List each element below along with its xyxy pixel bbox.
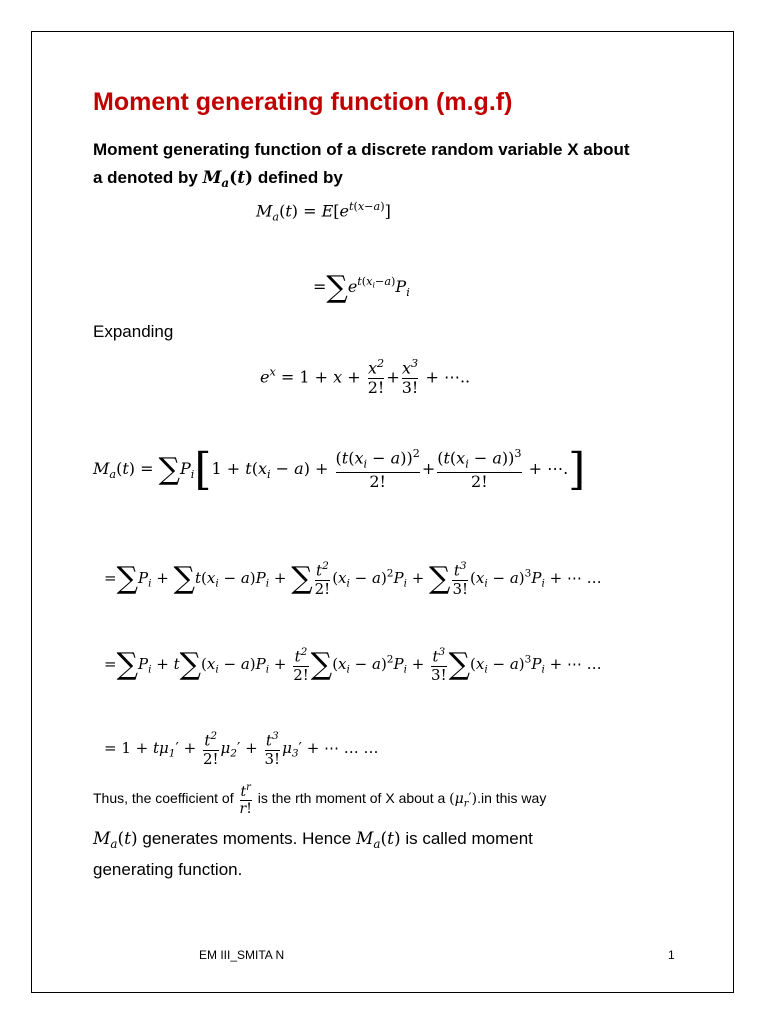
intro-line-1: Moment generating function of a discrete random variable X about — [93, 140, 630, 159]
equation-mgf-expansion: $M_a(t) = \sum P_i[1 + t(x_i - a)$ + $\frac{(t(x_i - a))^2}{2!}$ + $\frac{(t(x_i - a))^3}{2!}$ + ⋯.] — [93, 444, 586, 495]
expanding-label: Expanding — [93, 322, 174, 341]
equation-expanded-sums: $=\sum P_i + \sum t(x_i - a)P_i$ + ∑ $\frac{t^2}{2!}$ $(x_i - a)^2P_i$ + ∑ $\frac{t^3}{3!}$ $(x_i - a)^3P_i$ + ⋯ … — [104, 560, 602, 598]
intro-text-b: defined by — [257, 168, 343, 187]
intro-text-a: a denoted by — [93, 168, 198, 187]
intro-line-2 — [93, 164, 630, 197]
equation-factored-sums: $=\sum P_i + t\sum(x_i - a)P_i$ + $\frac{t^2}{2!}$ $\sum(x_i - a)^2P_i$ + $\frac{t^3}{3!}$ $\sum(x_i - a)^3P_i$ + ⋯ … — [104, 646, 602, 684]
conclusion-text-b: is called moment — [405, 829, 533, 848]
mu-r-prime: $(\mu_r')$ — [449, 791, 478, 810]
equation-exponential-series: $e^x = 1 + x$ + $\frac{x^2}{2!}$ + $\frac{x^3}{3!}$ + ⋯.. — [260, 357, 471, 398]
thus-text-b: is the rth moment of X about a — [257, 790, 446, 807]
thus-text-a: Thus, the coefficient of — [93, 790, 234, 807]
intro-paragraph — [93, 136, 630, 197]
equation-moments: = $1 + t\mu_1'$ + $\frac{t^2}{2!}$ $\mu_2'$ + $\frac{t^3}{3!}$ $\mu_3'$ + ⋯ … … — [104, 730, 379, 768]
page-title: Moment generating function (m.g.f) — [93, 88, 513, 116]
thus-line — [93, 782, 546, 817]
thus-text-c: .in this way — [477, 790, 547, 807]
footer-author: EM III_SMITA N — [199, 948, 285, 962]
mgf-symbol-3: $M_a(t)$ — [355, 829, 401, 852]
conclusion-line-2: generating function. — [93, 860, 243, 880]
mgf-symbol: $M_a(t)$ — [202, 168, 254, 191]
equation-definition: $M_a(t) = E[e^{t(x-a)}]$ — [256, 200, 391, 224]
tr-over-rfactorial: $\frac{t^r}{r!}$ — [239, 782, 252, 817]
mgf-symbol-2: $M_a(t)$ — [93, 829, 138, 852]
equation-sum: $=\sum e^{t(x_i-a)}P_i$ — [313, 270, 410, 305]
conclusion-paragraph — [93, 826, 533, 883]
conclusion-text-a: generates moments. Hence — [142, 829, 352, 848]
conclusion-line-1 — [93, 826, 533, 857]
footer-page-number: 1 — [668, 948, 675, 962]
